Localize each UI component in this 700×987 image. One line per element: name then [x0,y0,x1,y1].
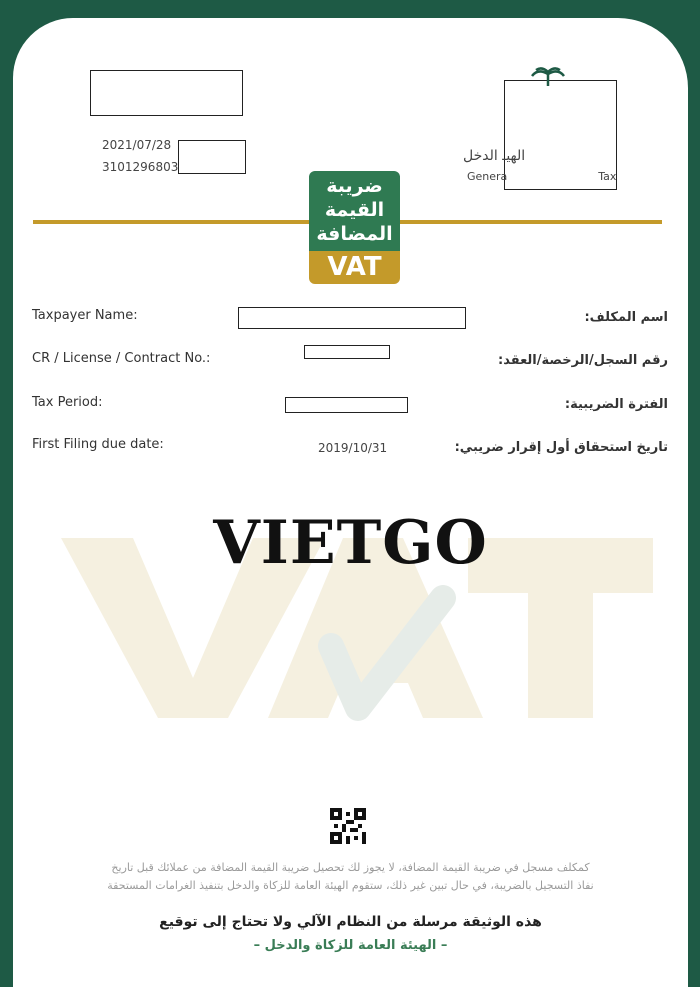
first-filing-value: 2019/10/31 [318,441,388,455]
authority-signature-line: – الهيئة العامة للزكاة والدخل – [253,938,448,953]
vat-logo-ar-line3: المضافة [316,223,393,245]
registration-notice-line2: نفاذ التسجيل بالضريبة، في حال تبين غير ذلك، ستقوم الهيئة العامة للزكاة والدخل بتنفيذ الغرامات المستحقة [107,879,594,892]
cr-license-label-ar: رقم السجل/الرخصة/العقد: [498,353,668,368]
qr-code-icon [330,808,366,844]
system-generated-note: هذه الوثيقة مرسلة من النظام الآلي ولا تحتاج إلى توقيع [159,914,542,930]
cr-license-label: CR / License / Contract No.: [32,351,211,366]
authority-name-ar: الهيـ الدخل [463,148,526,164]
vat-logo-badge: VAT [309,251,400,284]
certificate-number: 3101296803 [102,160,179,174]
authority-name-en: Genera Tax [467,170,617,183]
first-filing-label: First Filing due date: [32,437,164,452]
taxpayer-name-label-ar: اسم المكلف: [584,310,668,325]
tax-period-label: Tax Period: [32,395,103,410]
first-filing-label-ar: تاريخ استحقاق أول إقرار ضريبي: [454,440,668,455]
vat-logo-ar-line2: القيمة [324,199,385,221]
vietgo-watermark: VIETGO [213,508,488,578]
taxpayer-name-label: Taxpayer Name: [32,308,138,323]
issue-date: 2021/07/28 [102,138,172,152]
certificate-page [13,18,688,987]
vat-logo-ar-line1: ضريبة [326,175,383,197]
tax-period-label-ar: الفترة الضريبية: [564,397,668,412]
registration-notice-line1: كمكلف مسجل في ضريبة القيمة المضافة، لا يجوز لك تحصيل ضريبة القيمة المضافة من عملائك قبل تاريخ [111,861,590,874]
